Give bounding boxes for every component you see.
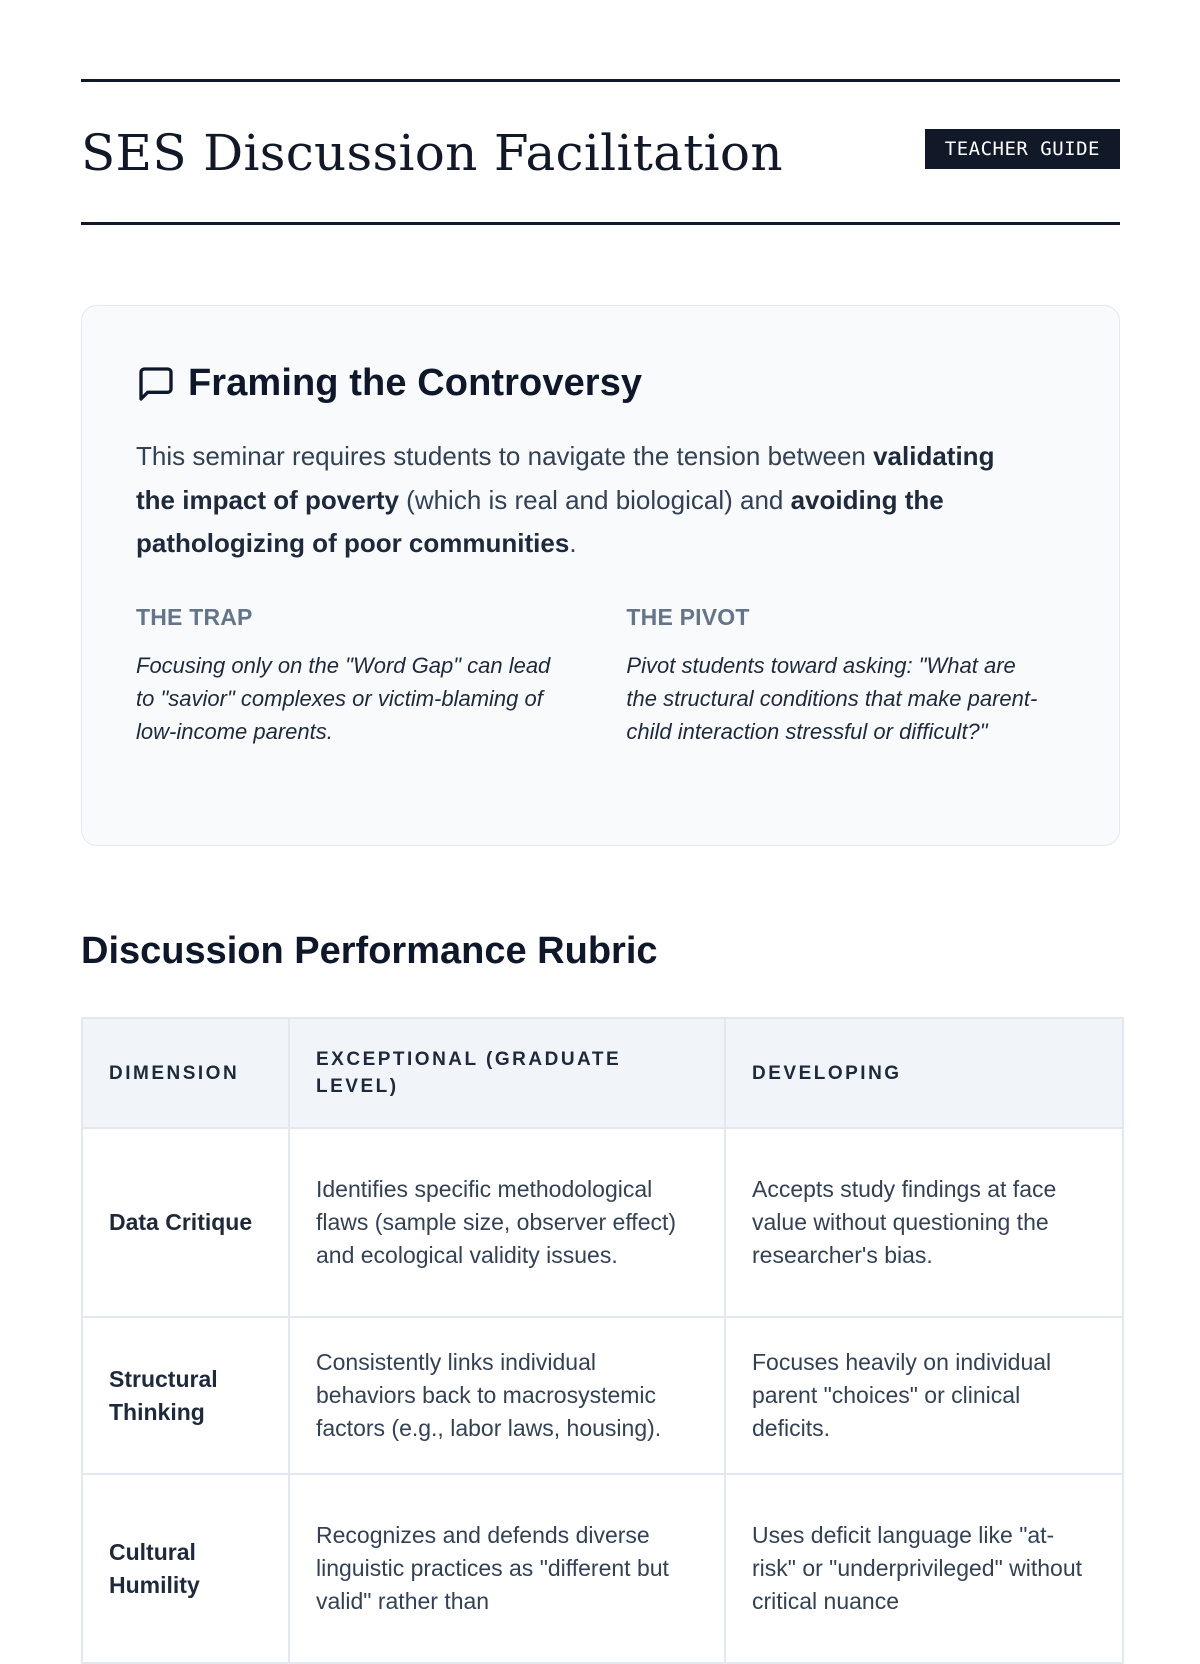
rubric-header-row	[82, 1018, 1123, 1128]
table-row	[82, 1474, 1123, 1663]
header-developing: DEVELOPING	[725, 1018, 1123, 1128]
table-row	[82, 1128, 1123, 1317]
row-dimension: Structural Thinking	[82, 1317, 289, 1474]
page-title: SES Discussion Facilitation	[81, 124, 783, 182]
intro-text-end: .	[569, 528, 577, 558]
row-exceptional: Recognizes and defends diverse linguistic practices as "different but valid" rather than	[289, 1474, 725, 1663]
trap-label: THE TRAP	[136, 603, 253, 630]
trap-text: Focusing only on the "Word Gap" can lead to "savior" complexes or victim-blaming of low-income parents.	[136, 652, 551, 744]
intro-emphasis-poverty: validating the impact of poverty	[136, 441, 995, 515]
row-exceptional: Consistently links individual behaviors back to macrosystemic factors (e.g., labor laws, housing).	[289, 1317, 725, 1474]
pivot-text: Pivot students toward asking: "What are the structural conditions that make parent-child interaction stressful or difficult?"	[626, 652, 1038, 744]
trap-pivot-columns	[136, 604, 1065, 748]
framing-card	[81, 305, 1120, 846]
header-exceptional: EXCEPTIONAL (GRADUATE LEVEL)	[289, 1018, 725, 1128]
rubric-title: Discussion Performance Rubric	[81, 930, 658, 972]
pivot-label: THE PIVOT	[626, 603, 750, 630]
header-dimension: DIMENSION	[82, 1018, 289, 1128]
teacher-guide-page	[81, 0, 1120, 1664]
row-exceptional: Identifies specific methodological flaws (sample size, observer effect) and ecological validity issues.	[289, 1128, 725, 1317]
row-developing: Accepts study findings at face value without questioning the researcher's bias.	[725, 1128, 1123, 1317]
framing-title: Framing the Controversy	[188, 362, 643, 404]
intro-emphasis-pathologizing: avoiding the pathologizing of poor communities	[136, 484, 944, 558]
document-header	[81, 79, 1120, 225]
framing-intro	[136, 435, 1016, 566]
row-developing: Uses deficit language like "at-risk" or "underprivileged" without critical nuance	[725, 1474, 1123, 1663]
row-dimension: Data Critique	[82, 1128, 289, 1317]
pivot-column	[626, 604, 1065, 748]
trap-column	[136, 604, 626, 748]
table-row	[82, 1317, 1123, 1474]
row-developing: Focuses heavily on individual parent "choices" or clinical deficits.	[725, 1317, 1123, 1474]
intro-text-start: This seminar requires students to navigate the tension between	[136, 441, 874, 471]
intro-text-middle: (which is real and biological) and	[398, 484, 791, 515]
rubric-table	[81, 1017, 1124, 1664]
row-dimension: Cultural Humility	[82, 1474, 289, 1663]
framing-heading	[136, 362, 1065, 405]
teacher-guide-badge: TEACHER GUIDE	[925, 129, 1120, 169]
message-square-icon	[136, 364, 176, 404]
